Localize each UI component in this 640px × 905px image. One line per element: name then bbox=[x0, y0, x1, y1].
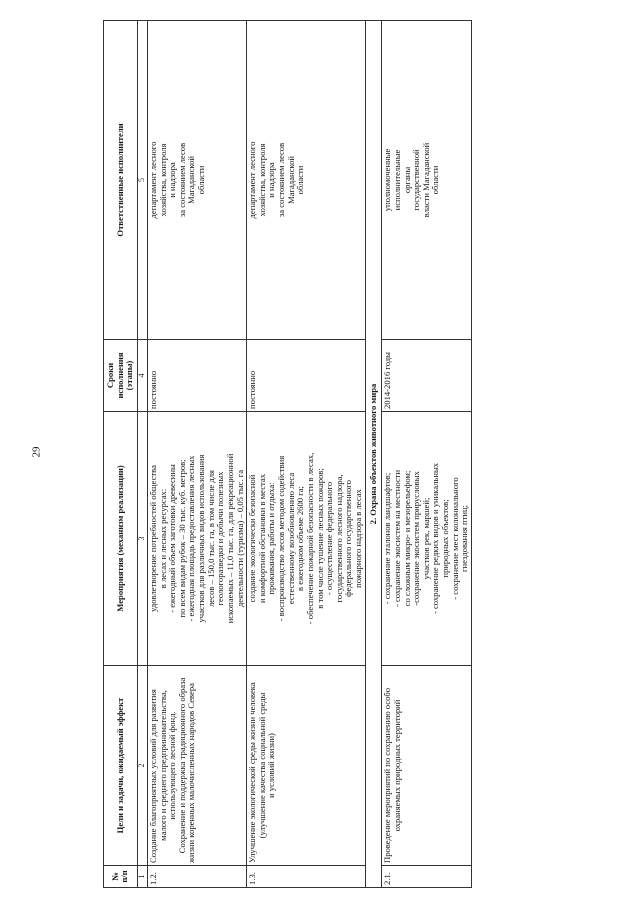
responsible-line: государственной bbox=[411, 149, 422, 211]
goal-line: малого и среднего предпринимательства, bbox=[157, 690, 168, 841]
column-index: 1 bbox=[137, 866, 147, 888]
goal-line: жизни коренных малочисленных народов Севера bbox=[186, 683, 197, 863]
action-line: в ежегодном объеме 2600 га; bbox=[295, 486, 306, 591]
row-term: постоянно bbox=[247, 340, 366, 412]
action-line: - сохранение экосистем на местности bbox=[391, 469, 402, 608]
action-line: - обеспечение пожарной безопасности в лесах, bbox=[304, 452, 315, 625]
responsible-line: Магаданской bbox=[285, 155, 296, 205]
action-line: и комфортной обстановки в местах bbox=[256, 474, 267, 603]
action-line: - сохранение эталонов ландшафтов; bbox=[382, 472, 393, 605]
action-line: государственного лесного надзора, bbox=[333, 474, 344, 603]
table-header-row bbox=[104, 21, 138, 888]
action-line: - сохранение мест колониального bbox=[449, 477, 460, 600]
row-number: 1.2. bbox=[147, 866, 246, 888]
table-row bbox=[247, 21, 366, 888]
responsible-line: области bbox=[196, 165, 206, 195]
rotated-table-sheet bbox=[103, 20, 623, 888]
action-line: в том числе тушение лесных пожаров; bbox=[314, 468, 325, 609]
action-line: естественному возобновлению леса bbox=[285, 472, 296, 605]
responsible-line: области bbox=[295, 165, 306, 195]
action-line: - ежегодная площадь предоставления лесных bbox=[186, 455, 197, 622]
row-responsible bbox=[247, 21, 366, 340]
column-index: 5 bbox=[137, 21, 147, 340]
row-term: 2014-2016 годы bbox=[382, 340, 472, 412]
action-line: пожарного надзора в лесах bbox=[353, 489, 363, 588]
row-actions bbox=[147, 412, 246, 666]
action-line: федерального государственного bbox=[343, 480, 354, 597]
action-line: проживания, работы и отдыха: bbox=[266, 482, 277, 595]
table-row bbox=[382, 21, 472, 888]
header-terms: Сроки исполнения (этапы) bbox=[104, 340, 138, 412]
action-line: природных объектов; bbox=[440, 499, 450, 578]
action-line: - осуществление федерального bbox=[324, 481, 335, 596]
goal-line: (улучшение качества социальной среды bbox=[256, 692, 267, 839]
action-line: участков рек, маршей; bbox=[420, 497, 431, 580]
action-line: участков для различных видов использования bbox=[196, 454, 206, 623]
row-goal bbox=[247, 666, 366, 866]
responsible-line: за состоянием лесов bbox=[176, 142, 187, 218]
responsible-line: департамент лесного bbox=[147, 141, 158, 219]
responsible-line: власти Магаданской bbox=[420, 142, 431, 218]
row-number: 1.3. bbox=[247, 866, 366, 888]
action-line: по всем видам рубок – 30 тыс. куб. метров; bbox=[176, 459, 187, 618]
header-goals: Цели и задачи, ожидаемый эффект bbox=[104, 666, 138, 866]
action-line: - сохранение редких видов и уникальных bbox=[430, 462, 441, 615]
row-number: 2.1. bbox=[382, 866, 472, 888]
responsible-line: департамент лесного bbox=[247, 141, 258, 219]
row-responsible bbox=[147, 21, 246, 340]
goal-line: Создание благоприятных условий для развития bbox=[147, 689, 158, 863]
action-line: деятельности (туризма) – 0,05 тыс. га bbox=[234, 469, 245, 608]
column-index: 4 bbox=[137, 340, 147, 412]
responsible-line: и надзора bbox=[167, 162, 178, 198]
goal-line: и условий жизни) bbox=[266, 733, 277, 798]
goal-line: использующего лесной фонд. bbox=[167, 711, 178, 820]
action-line: ископаемых – 11,0 тыс. га, для рекреационной bbox=[224, 453, 235, 624]
row-goal bbox=[147, 666, 246, 866]
responsible-line: органы bbox=[401, 166, 412, 194]
action-line: в лесах и лесных ресурсах: bbox=[157, 488, 168, 589]
section-row bbox=[365, 21, 382, 888]
goal-line: Сохранение и поддержка традиционного образа bbox=[176, 677, 187, 854]
goal-line: Улучшение экологической среды жизни человека bbox=[247, 682, 258, 863]
header-actions: Мероприятия (механизм реализации) bbox=[104, 412, 138, 666]
row-actions bbox=[382, 412, 472, 666]
row-responsible bbox=[382, 21, 472, 340]
row-goal bbox=[382, 666, 472, 866]
row-actions bbox=[247, 412, 366, 666]
goal-line: Проведение мероприятий по сохранению особо bbox=[382, 687, 393, 863]
responsible-line: Магаданской bbox=[186, 155, 197, 205]
action-line: геологоразведки и добычи полезных bbox=[215, 471, 226, 606]
responsible-line: за состоянием лесов bbox=[276, 142, 286, 218]
action-line: создание экологически безопасной bbox=[247, 474, 258, 603]
row-term: постоянно bbox=[147, 340, 246, 412]
action-line: гнездования птиц; bbox=[459, 505, 470, 572]
goal-line: охраняемых природных территорий bbox=[391, 699, 402, 832]
responsible-line: исполнительные bbox=[391, 149, 402, 211]
column-index: 3 bbox=[137, 412, 147, 666]
column-index-row bbox=[137, 21, 147, 888]
responsible-line: хозяйства, контроля bbox=[157, 143, 168, 217]
action-line: - воспроизводство лесов методом содействия bbox=[276, 455, 286, 622]
responsible-line: области bbox=[430, 165, 441, 195]
action-line: -сохранение экосистем прирусловых bbox=[411, 471, 422, 606]
header-num: № п/п bbox=[104, 866, 138, 888]
column-index: 2 bbox=[137, 666, 147, 866]
action-line: - ежегодный объем заготовки древесины bbox=[167, 464, 178, 613]
table-row bbox=[147, 21, 246, 888]
measures-table bbox=[103, 20, 472, 888]
section-title: 2. Охрана объектов животного мира bbox=[365, 21, 382, 888]
header-responsible: Ответственные исполнители bbox=[104, 21, 138, 340]
responsible-line: уполномоченные bbox=[382, 148, 393, 212]
action-line: удовлетворение потребностей общества bbox=[147, 465, 158, 612]
responsible-line: хозяйства, контроля bbox=[256, 143, 267, 217]
responsible-line: и надзора bbox=[266, 162, 277, 198]
page-number: 29 bbox=[30, 446, 43, 458]
action-line: лесов – 150,0 тыс. га, в том числе для bbox=[205, 470, 216, 608]
action-line: со сложным микро- и мезорельефом; bbox=[401, 470, 412, 607]
